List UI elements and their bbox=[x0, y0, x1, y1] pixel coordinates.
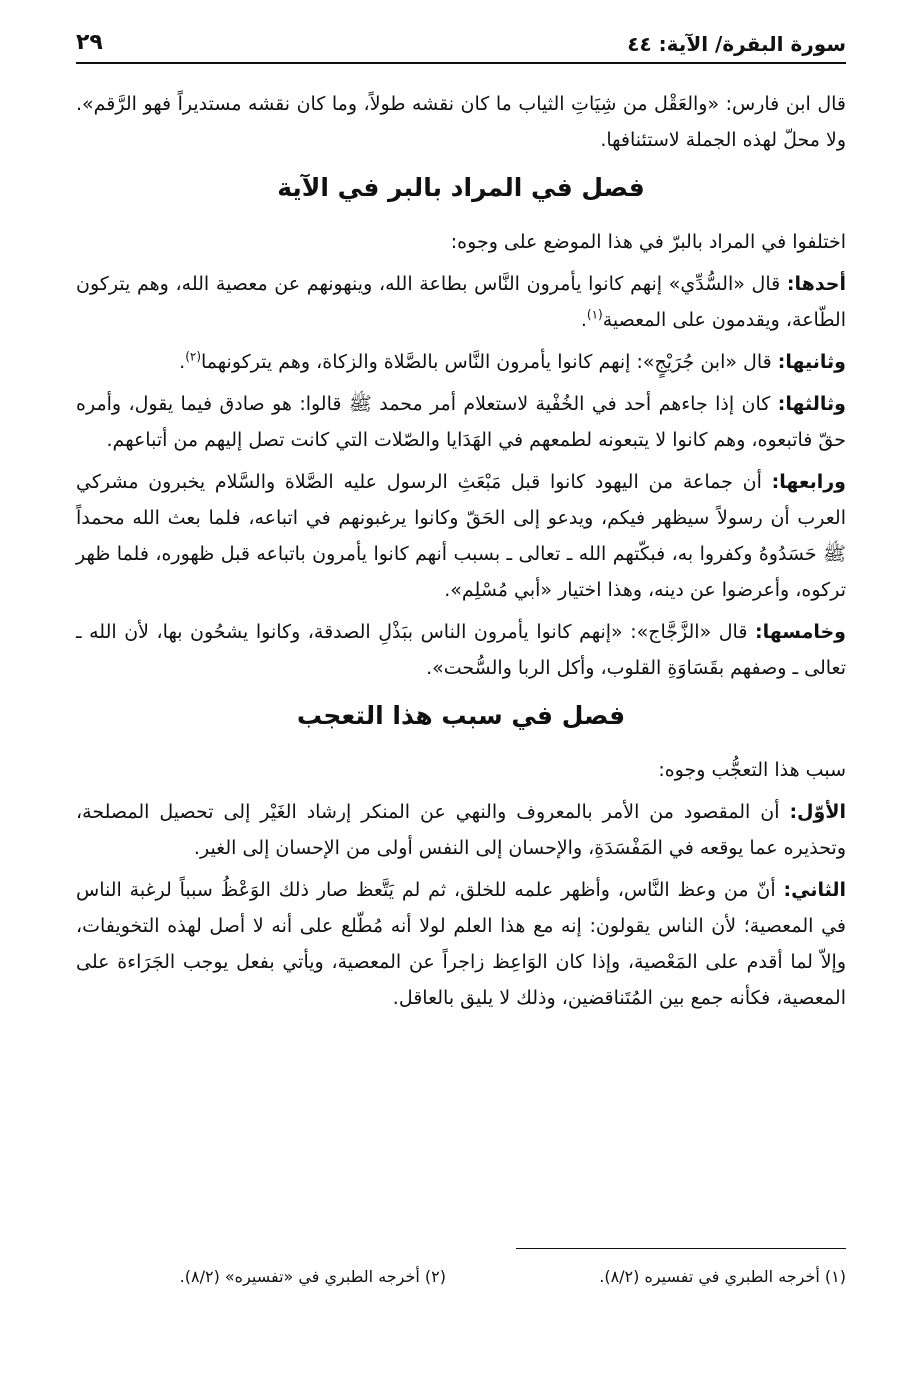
page-body bbox=[76, 86, 846, 1016]
paragraph: أحدها: قال «السُّدِّي» إنهم كانوا يأمرون النَّاس بطاعة الله، وينهونهم عن معصية الله، وهم يتركون الطّاعة، ويقدمون على المعصية$^{(١)}$. bbox=[76, 273, 846, 331]
footnote-divider bbox=[516, 1248, 846, 1249]
page-header bbox=[76, 28, 846, 64]
page bbox=[76, 28, 846, 1286]
section-heading: فصل في المراد بالبر في الآية bbox=[277, 173, 645, 202]
item-label: أحدها: bbox=[786, 273, 846, 295]
footnote-ref: (٢) bbox=[185, 349, 202, 364]
item-label: وثانيها: bbox=[777, 351, 846, 373]
paragraph: سبب هذا التعجُّب وجوه: bbox=[658, 759, 846, 781]
item-label: ورابعها: bbox=[771, 471, 846, 493]
item-label: الثاني: bbox=[783, 879, 846, 901]
page-number: ٢٩ bbox=[76, 30, 103, 55]
section-heading: فصل في سبب هذا التعجب bbox=[296, 701, 626, 730]
paragraph: الأوّل: أن المقصود من الأمر بالمعروف والنهي عن المنكر إرشاد الغَيْر إلى تحصيل المصلحة، وتحذيره عما يوقعه في المَفْسَدَةِ، والإحسان إلى النفس أولى من الإحسان إلى الغير. bbox=[76, 801, 846, 859]
item-label: وخامسها: bbox=[754, 621, 846, 643]
running-title: سورة البقرة/ الآية: ٤٤ bbox=[627, 32, 846, 56]
paragraph: وثالثها: كان إذا جاءهم أحد في الخُفْية لاستعلام أمر محمد ﷺ قالوا: هو صادق فيما يقول، وأمره حقّ فاتبعوه، وهم كانوا لا يتبعونه لطمعهم في الهَدَايا والصّلات التي كانت تصل إليهم من أتباعهم. bbox=[76, 393, 846, 451]
footnote-ref: (١) bbox=[586, 307, 603, 322]
paragraph: اختلفوا في المراد بالبرّ في هذا الموضع على وجوه: bbox=[450, 231, 846, 253]
paragraph: الثاني: أنّ من وعظ النَّاس، وأظهر علمه للخلق، ثم لم يَتَّعظ صار ذلك الوَعْظُ سبباً لرغبة الناس في المعصية؛ لأن الناس يقولون: إنه مع هذا العلم لولا أنه مُطّلع على أنه لا أصل لهذه التخويفات، وإلاّ لما أقدم على المَعْصية، وإذا كان الوَاعِظ زاجراً عن المعصية، ويأتي بفعل يوجب الجَرَاءة على المعصية، فكأنه جمع بين المُتَناقضين، وذلك لا يليق بالعاقل. bbox=[76, 879, 846, 1009]
paragraph: قال ابن فارس: «والعَقْل من شِيَاتِ الثياب ما كان نقشه طولاً، وما كان نقشه مستديراً فهو الرَّقم». ولا محلّ لهذه الجملة لاستئنافها. bbox=[76, 93, 846, 151]
footnote: (١) أخرجه الطبري في تفسيره (٨/٢). bbox=[599, 1267, 846, 1286]
item-label: الأوّل: bbox=[789, 801, 846, 823]
paragraph: وخامسها: قال «الزَّجَّاج»: «إنهم كانوا يأمرون الناس ببَذْلِ الصدقة، وكانوا يشحُون بها، لأن الله ـ تعالى ـ وصفهم بقَسَاوَةِ القلوب، وأكل الربا والسُّحت». bbox=[76, 621, 846, 679]
item-label: وثالثها: bbox=[777, 393, 846, 415]
footnote: (٢) أخرجه الطبري في «تفسيره» (٨/٢). bbox=[179, 1267, 446, 1286]
paragraph: ورابعها: أن جماعة من اليهود كانوا قبل مَبْعَثِ الرسول عليه الصَّلاة والسَّلام يخبرون مشركي العرب أن رسولاً سيظهر فيكم، ويدعو إلى الحَقّ وكانوا يرغبونهم في اتباعه، فلما بعث الله محمداً ﷺ حَسَدُوهُ وكفروا به، فبكّتهم الله ـ تعالى ـ بسبب أنهم كانوا يأمرون باتباعه قبل ظهوره، فلما ظهر تركوه، وأعرضوا عن دينه، وهذا اختيار «أبي مُسْلِم». bbox=[76, 471, 846, 601]
paragraph: وثانيها: قال «ابن جُرَيْجٍ»: إنهم كانوا يأمرون النَّاس بالصَّلاة والزكاة، وهم يتركونهما$^{(٢)}$. bbox=[179, 349, 846, 373]
